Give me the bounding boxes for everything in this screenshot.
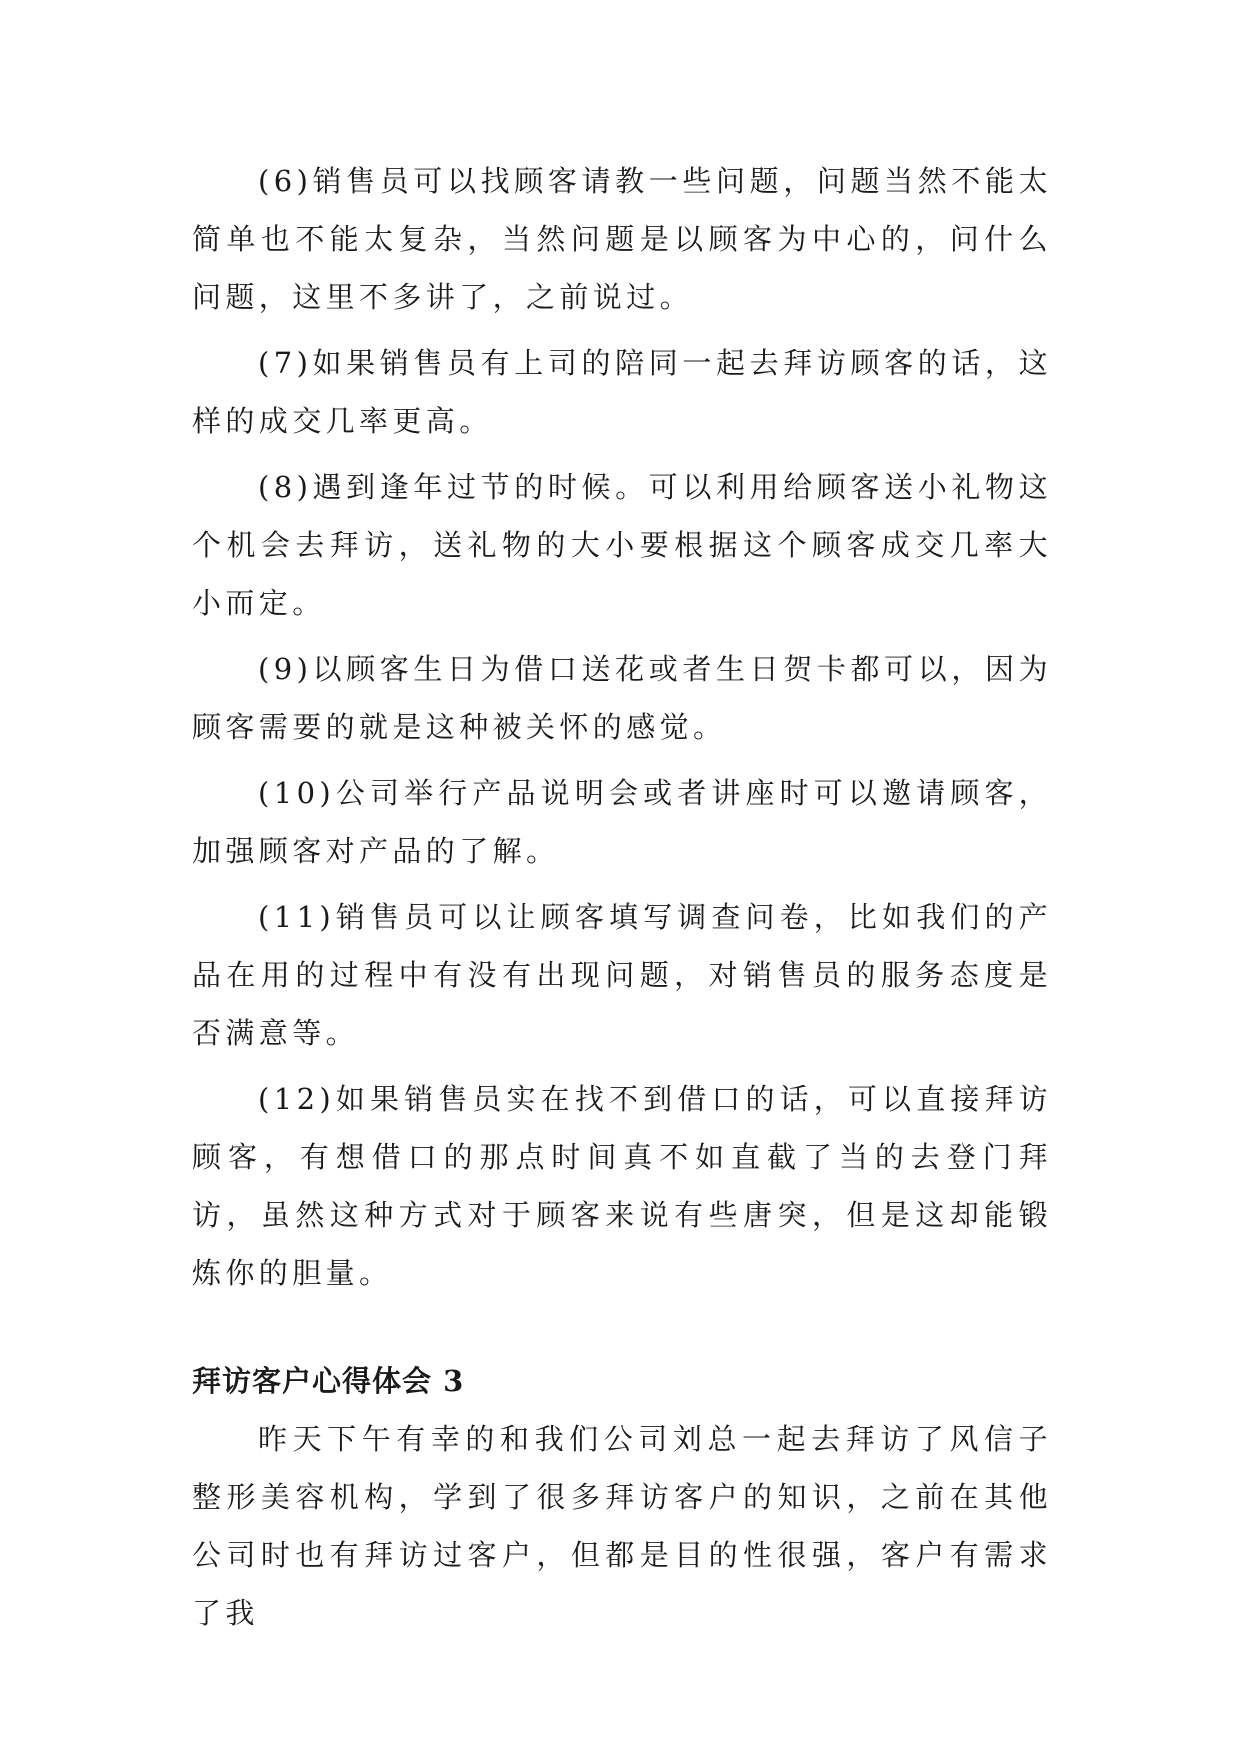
section-paragraph: 昨天下午有幸的和我们公司刘总一起去拜访了风信子整形美容机构，学到了很多拜访客户的知识，之前在其他公司时也有拜访过客户，但都是目的性很强，客户有需求了我: [192, 1422, 1052, 1630]
paragraph-item-9: (9)以顾客生日为借口送花或者生日贺卡都可以，因为顾客需要的就是这种被关怀的感觉。: [192, 652, 1052, 744]
paragraph-item-11: (11)销售员可以让顾客填写调查问卷，比如我们的产品在用的过程中有没有出现问题，对销售员的服务态度是否满意等。: [192, 900, 1052, 1050]
paragraph-item-6: (6)销售员可以找顾客请教一些问题，问题当然不能太简单也不能太复杂，当然问题是以顾客为中心的，问什么问题，这里不多讲了，之前说过。: [192, 164, 1052, 314]
section-heading: 拜访客户心得体会 3: [192, 1364, 465, 1398]
paragraph-item-8: (8)遇到逢年过节的时候。可以利用给顾客送小礼物这个机会去拜访，送礼物的大小要根据这个顾客成交几率大小而定。: [192, 470, 1052, 620]
document-body: [192, 152, 1052, 1650]
paragraph-item-12: (12)如果销售员实在找不到借口的话，可以直接拜访顾客，有想借口的那点时间真不如直截了当的去登门拜访，虽然这种方式对于顾客来说有些唐突，但是这却能锻炼你的胆量。: [192, 1082, 1052, 1290]
paragraph-item-7: (7)如果销售员有上司的陪同一起去拜访顾客的话，这样的成交几率更高。: [192, 346, 1052, 438]
paragraph-item-10: (10)公司举行产品说明会或者讲座时可以邀请顾客，加强顾客对产品的了解。: [192, 776, 1052, 868]
